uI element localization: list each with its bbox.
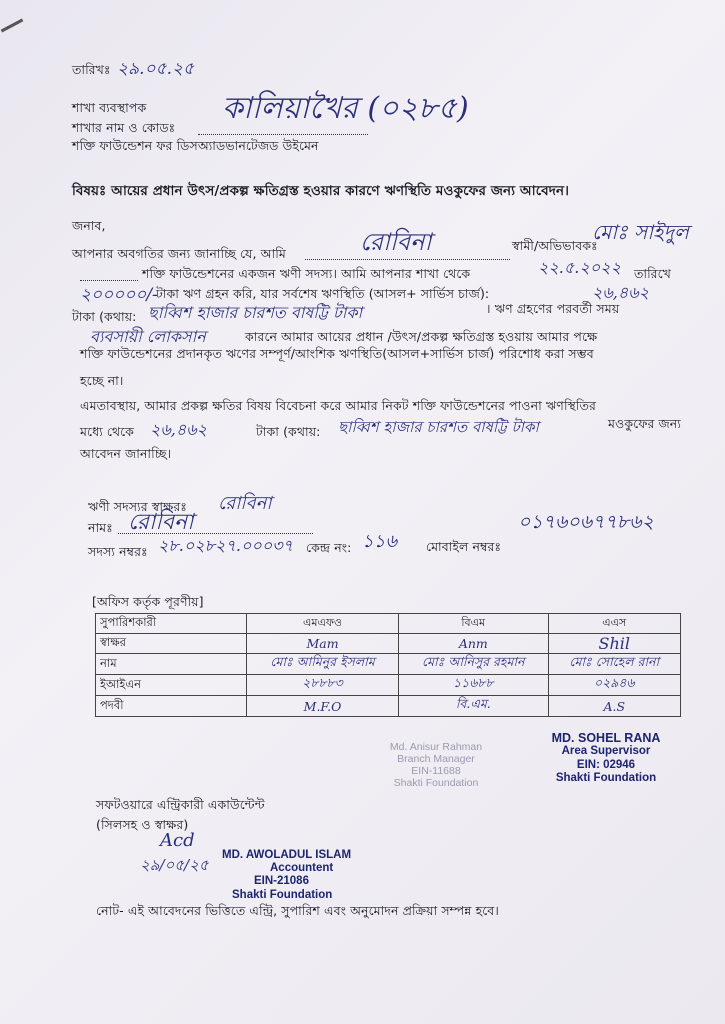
waive-words-value: ছাব্বিশ হাজার চারশত বাষট্টি টাকা: [338, 418, 539, 436]
reason-value: ব্যবসায়ী লোকসান: [90, 327, 206, 346]
mobile-value: ০১৭৬০৬৭৭৮৬২: [518, 511, 654, 533]
stamp-line: Md. Anisur Rahman: [389, 741, 483, 753]
p1-line5: কারনে আমার আয়ের প্রধান /উৎস/প্রকল্প ক্ষতিগ্রস্ত হওয়ায় আমার পক্ষে: [245, 329, 598, 344]
footer-note: নোট- এই আবেদনের ভিত্তিতে এন্ট্রি, সুপারিশ এবং অনুমোদন প্রক্রিয়া সম্পন্ন হবে।: [96, 903, 499, 918]
branch-label: শাখার নাম ও কোডঃ: [72, 120, 176, 135]
manager-label: শাখা ব্যবস্থাপক: [72, 100, 147, 115]
p1-line4-a: টাকা (কথায়:: [72, 309, 137, 324]
office-table: [95, 613, 681, 717]
stamp-line: EIN-21086: [254, 875, 309, 888]
subject-line: বিষয়ঃ আয়ের প্রধান উৎস/প্রকল্প ক্ষতিগ্রস্ত হওয়ার কারণে ঋণস্থিতি মওকুফের জন্য আবেদন।: [72, 183, 570, 199]
row-label: পদবী: [96, 696, 247, 717]
designation-bm: বি.এম.: [399, 696, 549, 717]
member-sign-label: ঋণী সদস্যর স্বাক্ষরঃ: [88, 499, 188, 514]
stamp-line: MD. SOHEL RANA: [551, 731, 661, 745]
row-label: সুপারিশকারী: [96, 614, 247, 634]
member-id-label: সদস্য নম্বরঃ: [88, 544, 148, 559]
ein-as: ০২৯৪৬: [548, 675, 680, 696]
designation-as: A.S: [548, 696, 680, 717]
designation-mfo: M.F.O: [247, 696, 399, 717]
p1-line2-a: শক্তি ফাউন্ডেশনের একজন ঋণী সদস্য। আমি আপনার শাখা থেকে: [142, 266, 471, 281]
stamp-line: Area Supervisor: [561, 745, 651, 758]
center-value: ১১৬: [362, 531, 398, 552]
p2-line2-c: মওকুফের জন্য: [608, 416, 681, 431]
office-heading: [অফিস কর্তৃক পূরণীয়]: [92, 594, 204, 609]
center-label: কেন্দ্র নং:: [306, 540, 352, 555]
branch-value: কালিয়াখৈর (০২৮৫): [222, 91, 469, 126]
table-row: [96, 654, 681, 675]
signature-as: Shil: [548, 634, 680, 654]
col-head-as: এএস: [548, 614, 680, 634]
member-sign-value: রোবিনা: [218, 493, 272, 514]
p1-line1-a: আপনার অবগতির জন্য জানাচ্ছি যে, আমি: [72, 246, 286, 261]
stamp-line: EIN: 02946: [576, 758, 636, 771]
waive-amount-value: ২৬,৪৬২: [150, 420, 208, 439]
table-row: [96, 675, 681, 696]
p1-line6: শক্তি ফাউন্ডেশনের প্রদানকৃত ঋণের সম্পূর্ণ/আংশিক ঋণস্থিতি(আসল+সার্ভিস চার্জ) পরিশোধ করা সম্ভব: [80, 346, 594, 361]
applicant-name-value: রোবিনা: [360, 228, 432, 256]
p1-line3: টাকা ঋণ গ্রহন করি, যার সর্বশেষ ঋণস্থিতি (আসল+ সার্ভিস চার্জ):: [156, 286, 490, 301]
row-label: স্বাক্ষর: [96, 634, 247, 654]
as-stamp: [536, 731, 676, 785]
col-head-mfo: এমএফও: [247, 614, 399, 634]
p1-line7: হচ্ছে না।: [80, 373, 124, 388]
row-label: ইআইএন: [96, 675, 247, 696]
stamp-line: Shakti Foundation: [555, 771, 657, 784]
bm-stamp: [366, 741, 506, 789]
pre-dotline: [80, 280, 138, 281]
branch-dotline: [198, 134, 368, 135]
ein-mfo: ২৮৮৮৩: [247, 675, 399, 696]
p2-line3: আবেদন জানাচ্ছি।: [80, 446, 172, 461]
table-row: [96, 614, 681, 634]
loan-date-value: ২২.৫.২০২২: [538, 258, 621, 277]
member-name-value: রোবিনা: [128, 510, 194, 535]
stamp-line: Shakti Foundation: [232, 888, 333, 901]
member-id-value: ২৮.০২৮২৭.০০০৩৭: [158, 536, 293, 555]
stamp-line: Accountent: [270, 862, 334, 875]
guardian-value: মোঃ সাইদুল: [592, 220, 689, 244]
mobile-label: মোবাইল নম্বরঃ: [426, 539, 502, 554]
date-label: তারিখঃ: [72, 62, 111, 77]
p2-line2-b: টাকা (কথায়:: [256, 424, 321, 439]
signature-mfo: Mam: [247, 634, 399, 654]
stamp-line: Shakti Foundation: [393, 777, 479, 790]
date-value: ২৯.০৫.২৫: [117, 59, 195, 79]
table-row: [96, 634, 681, 654]
balance-value: ২৬,৪৬২: [592, 283, 650, 302]
accountant-signature: Acd: [160, 830, 195, 851]
loan-amount-value: ২০০০০০/-: [80, 285, 158, 305]
salutation: জনাব,: [72, 218, 106, 233]
accountant-stamp: [222, 849, 362, 902]
accountant-seal-label: (সিলসহ ও স্বাক্ষর): [96, 817, 189, 832]
col-head-bm: বিএম: [399, 614, 549, 634]
accountant-date: ২৯/০৫/২৫: [140, 856, 209, 874]
stamp-line: MD. AWOLADUL ISLAM: [222, 849, 352, 861]
name-mfo: মোঃ আমিনুর ইসলাম: [247, 654, 399, 675]
name-as: মোঃ সোহেল রানা: [548, 654, 680, 675]
row-label: নাম: [96, 654, 247, 675]
org-line: শক্তি ফাউন্ডেশন ফর ডিসঅ্যাডভানটেজড উইমেন: [72, 138, 319, 153]
stamp-line: Branch Manager: [397, 753, 475, 766]
name-bm: মোঃ আনিসুর রহমান: [399, 654, 549, 675]
stamp-line: EIN-11688: [411, 765, 461, 778]
p2-line2-a: মধ্যে থেকে: [80, 424, 135, 439]
pen-stroke-mark: [1, 19, 24, 33]
balance-words-value: ছাব্বিশ হাজার চারশত বাষট্টি টাকা: [148, 303, 363, 322]
p1-line4-b: । ঋণ গ্রহণের পরবর্তী সময়: [486, 301, 620, 316]
p1-line2-b: তারিখে: [634, 266, 671, 281]
accountant-title: সফটওয়ারে এন্ট্রিকারী একাউন্টেন্ট: [96, 797, 265, 812]
signature-bm: Anm: [399, 634, 549, 654]
member-name-label: নামঃ: [88, 520, 113, 535]
p1-line1-b: স্বামী/অভিভাবকঃ: [512, 238, 598, 253]
table-row: [96, 696, 681, 717]
p2-line1: এমতাবস্থায়, আমার প্রকল্প ক্ষতির বিষয় বিবেচনা করে আমার নিকট শক্তি ফাউন্ডেশনের পাওনা ঋণস্থিতির: [80, 398, 596, 413]
ein-bm: ১১৬৮৮: [399, 675, 549, 696]
